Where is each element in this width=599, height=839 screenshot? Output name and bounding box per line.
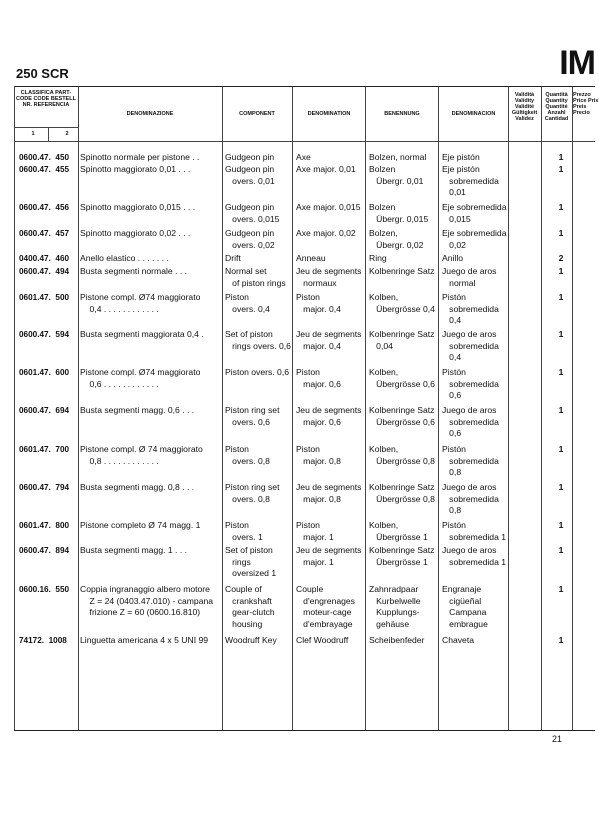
row-9-code: 0601.47. 600 — [19, 368, 70, 377]
row-8-en: Set of piston rings overs. 0,6 — [225, 329, 291, 351]
row-16-code: 74172. 1008 — [19, 636, 67, 645]
column-divider — [78, 87, 79, 730]
row-9-it: Pistone compl. Ø74 maggiorato 0,6 . . . . . . . . . . . . — [80, 367, 201, 389]
header-german: BENENNUNG — [384, 111, 420, 117]
row-3-code: 0600.47. 456 — [19, 203, 70, 212]
row-14-de: Kolbenringe Satz Übergrösse 1 — [369, 545, 435, 567]
row-12-fr: Jeu de segments major. 0,8 — [296, 482, 362, 504]
row-15-code: 0600.16. 550 — [19, 585, 70, 594]
model-title: 250 SCR — [16, 66, 69, 81]
row-1-es: Eje pistón — [442, 152, 480, 162]
row-8-qty: 1 — [558, 329, 564, 339]
row-13-de: Kolben, Übergrösse 1 — [369, 520, 428, 542]
row-6-en: Normal set of piston rings — [225, 266, 286, 288]
row-14-es: Juego de aros sobremedida 1 — [442, 545, 507, 567]
row-16-it: Linguetta americana 4 x 5 UNI 99 — [80, 635, 209, 645]
row-3-it: Spinotto maggiorato 0,015 . . . — [80, 202, 196, 212]
row-2-en: Gudgeon pin overs. 0,01 — [225, 164, 275, 186]
row-1-code: 0600.47. 450 — [19, 153, 70, 162]
row-9-en: Piston overs. 0,6 — [225, 367, 290, 377]
row-2-code: 0600.47. 455 — [19, 165, 70, 174]
row-4-en: Gudgeon pin overs. 0,02 — [225, 228, 275, 250]
row-10-de: Kolbenringe Satz Übergrösse 0,6 — [369, 405, 435, 427]
header-price: Prezzo Price Prix Preis Precio — [573, 92, 599, 116]
column-divider — [541, 87, 542, 730]
column-divider — [292, 87, 293, 730]
row-2-it: Spinotto maggiorato 0,01 . . . — [80, 164, 191, 174]
row-13-es: Pistón sobremedida 1 — [442, 520, 507, 542]
column-divider — [14, 87, 15, 730]
row-16-es: Chaveta — [442, 635, 475, 645]
header-italian: DENOMINAZIONE — [126, 111, 174, 117]
row-1-de: Bolzen, normal — [369, 152, 427, 162]
row-11-qty: 1 — [558, 444, 564, 454]
row-14-fr: Jeu de segments major. 1 — [296, 545, 362, 567]
row-3-qty: 1 — [558, 202, 564, 212]
code-subheader-divider — [48, 127, 49, 141]
row-10-code: 0600.47. 694 — [19, 406, 70, 415]
row-11-en: Piston overs. 0,8 — [225, 444, 270, 466]
row-1-qty: 1 — [558, 152, 564, 162]
header-code-sub1: 1 — [31, 131, 35, 137]
page-brand: IM — [559, 44, 595, 82]
row-9-es: Pistón sobremedida 0,6 — [442, 367, 499, 401]
column-divider — [365, 87, 366, 730]
row-1-en: Gudgeon pin — [225, 152, 275, 162]
row-4-code: 0600.47. 457 — [19, 229, 70, 238]
row-10-fr: Jeu de segments major. 0,6 — [296, 405, 362, 427]
row-15-es: Engranaje cigüeñal Campana embrague — [442, 584, 488, 630]
row-6-code: 0600.47. 494 — [19, 267, 70, 276]
row-16-qty: 1 — [558, 635, 564, 645]
row-7-de: Kolben, Übergrösse 0,4 — [369, 292, 435, 314]
row-4-qty: 1 — [558, 228, 564, 238]
header-spanish: DENOMINACION — [451, 111, 496, 117]
row-9-de: Kolben, Übergrösse 0,6 — [369, 367, 435, 389]
row-6-it: Busta segmenti normale . . . — [80, 266, 187, 276]
header-code: CLASSIFICA PART-CODE CODE BESTELL NR. REFERENCIA — [16, 90, 76, 108]
table-bottom-rule — [14, 730, 595, 731]
row-10-qty: 1 — [558, 405, 564, 415]
row-11-code: 0601.47. 700 — [19, 445, 70, 454]
row-8-it: Busta segmenti maggiorata 0,4 . — [80, 329, 204, 339]
row-6-qty: 1 — [558, 266, 564, 276]
row-15-en: Couple of crankshaft gear-clutch housing — [225, 584, 275, 630]
row-12-code: 0600.47. 794 — [19, 483, 70, 492]
row-8-es: Juego de aros sobremedida 0,4 — [442, 329, 499, 363]
row-12-de: Kolbenringe Satz Übergrösse 0,8 — [369, 482, 435, 504]
row-7-fr: Piston major. 0,4 — [296, 292, 341, 314]
row-3-en: Gudgeon pin overs. 0,015 — [225, 202, 280, 224]
row-11-it: Pistone compl. Ø 74 maggiorato 0,8 . . . . . . . . . . . . — [80, 444, 203, 466]
row-16-en: Woodruff Key — [225, 635, 277, 645]
row-15-qty: 1 — [558, 584, 564, 594]
row-5-es: Anillo — [442, 253, 464, 263]
row-2-qty: 1 — [558, 164, 564, 174]
row-1-it: Spinotto normale per pistone . . — [80, 152, 200, 162]
row-2-es: Eje pistón sobremedida 0,01 — [442, 164, 499, 198]
row-5-de: Ring — [369, 253, 387, 263]
row-5-code: 0400.47. 460 — [19, 254, 70, 263]
column-divider — [508, 87, 509, 730]
row-15-fr: Couple d'engrenages moteur-cage d'embrayage — [296, 584, 355, 630]
row-7-en: Piston overs. 0,4 — [225, 292, 270, 314]
row-10-en: Piston ring set overs. 0,6 — [225, 405, 280, 427]
row-10-it: Busta segmenti magg. 0,6 . . . — [80, 405, 195, 415]
row-16-de: Scheibenfeder — [369, 635, 425, 645]
row-11-fr: Piston major. 0,8 — [296, 444, 341, 466]
page-number: 21 — [552, 734, 563, 744]
row-14-code: 0600.47. 894 — [19, 546, 70, 555]
row-8-de: Kolbenringe Satz 0,04 — [369, 329, 435, 351]
row-3-fr: Axe major. 0,015 — [296, 202, 361, 212]
row-3-de: Bolzen Übergr. 0,015 — [369, 202, 429, 224]
row-5-en: Drift — [225, 253, 241, 263]
row-7-code: 0601.47. 500 — [19, 293, 70, 302]
row-16-fr: Clef Woodruff — [296, 635, 349, 645]
row-13-en: Piston overs. 1 — [225, 520, 263, 542]
row-12-qty: 1 — [558, 482, 564, 492]
row-5-qty: 2 — [558, 253, 564, 263]
header-english: COMPONENT — [239, 111, 275, 117]
row-7-es: Pistón sobremedida 0,4 — [442, 292, 499, 326]
row-4-de: Bolzen, Übergr. 0,02 — [369, 228, 424, 250]
row-11-es: Pistón sobremedida 0,8 — [442, 444, 499, 478]
row-15-de: Zahnradpaar Kurbelwelle Kupplungs- gehäuse — [369, 584, 421, 630]
row-14-qty: 1 — [558, 545, 564, 555]
row-6-de: Kolbenringe Satz — [369, 266, 435, 276]
row-3-es: Eje sobremedida 0,015 — [442, 202, 507, 224]
row-2-de: Bolzen Übergr. 0,01 — [369, 164, 424, 186]
row-4-fr: Axe major. 0,02 — [296, 228, 356, 238]
row-12-es: Juego de aros sobremedida 0,8 — [442, 482, 499, 516]
row-1-fr: Axe — [296, 152, 311, 162]
row-12-en: Piston ring set overs. 0,8 — [225, 482, 280, 504]
row-13-fr: Piston major. 1 — [296, 520, 334, 542]
header-code-sub2: 2 — [65, 131, 69, 137]
column-divider — [438, 87, 439, 730]
row-6-fr: Jeu de segments normaux — [296, 266, 362, 288]
row-8-code: 0600.47. 594 — [19, 330, 70, 339]
row-5-it: Anello elastico . . . . . . . — [80, 253, 169, 263]
header-quantity: Quantità Quantity Quantité Anzahl Cantidad — [544, 92, 569, 122]
row-13-code: 0601.47. 800 — [19, 521, 70, 530]
row-14-it: Busta segmenti magg. 1 . . . — [80, 545, 187, 555]
row-12-it: Busta segmenti magg. 0,8 . . . — [80, 482, 195, 492]
row-13-it: Pistone completo Ø 74 magg. 1 — [80, 520, 201, 530]
row-6-es: Juego de aros normal — [442, 266, 497, 288]
row-9-fr: Piston major. 0,6 — [296, 367, 341, 389]
row-2-fr: Axe major. 0,01 — [296, 164, 356, 174]
row-10-es: Juego de aros sobremedida 0,6 — [442, 405, 499, 439]
row-5-fr: Anneau — [296, 253, 326, 263]
row-4-es: Eje sobremedida 0,02 — [442, 228, 507, 250]
column-divider — [222, 87, 223, 730]
row-15-it: Coppia ingranaggio albero motore Z = 24 (0403.47.010) - campana frizione Z = 60 (0600.16.810) — [80, 584, 214, 618]
header-validity: Validità Validity Validité Gültigkeit Validez — [511, 92, 538, 122]
column-divider — [572, 87, 573, 730]
row-13-qty: 1 — [558, 520, 564, 530]
row-7-it: Pistone compl. Ø74 maggiorato 0,4 . . . . . . . . . . . . — [80, 292, 201, 314]
row-14-en: Set of piston rings oversized 1 — [225, 545, 277, 579]
row-11-de: Kolben, Übergrösse 0,8 — [369, 444, 435, 466]
row-9-qty: 1 — [558, 367, 564, 377]
header-french: DENOMINATION — [307, 111, 351, 117]
code-subheader-rule — [14, 127, 78, 128]
row-8-fr: Jeu de segments major. 0,4 — [296, 329, 362, 351]
row-7-qty: 1 — [558, 292, 564, 302]
row-4-it: Spinotto maggiorato 0,02 . . . — [80, 228, 191, 238]
